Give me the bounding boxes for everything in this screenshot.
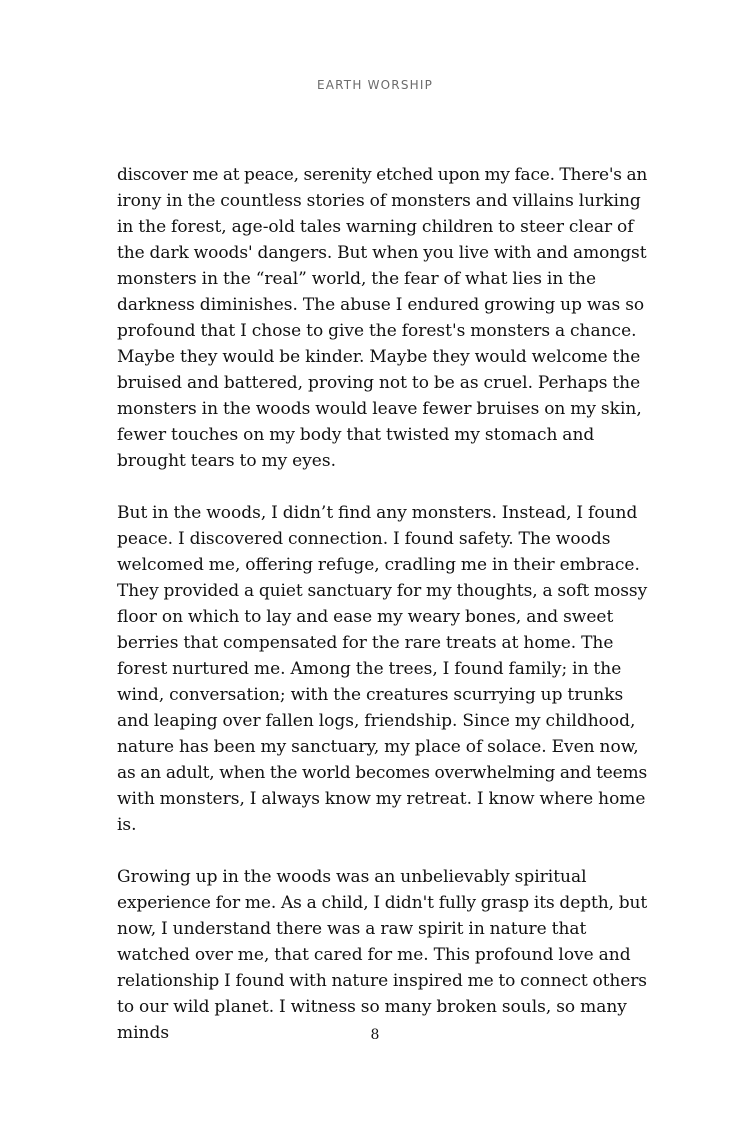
text-line: is. [117, 815, 137, 835]
running-head: EARTH WORSHIP [316, 78, 434, 92]
text-line: relationship I found with nature inspired me to connect others [117, 971, 647, 991]
text-line: peace. I discovered connection. I found safety. The woods [117, 529, 611, 549]
paragraph [117, 500, 647, 838]
text-line: discover me at peace, serenity etched upon my face. There's an [117, 165, 648, 185]
text-line: floor on which to lay and ease my weary bones, and sweet [117, 607, 614, 627]
paragraph [117, 162, 647, 474]
text-line: the dark woods' dangers. But when you live with and amongst [117, 243, 647, 263]
text-line: profound that I chose to give the forest's monsters a chance. [117, 321, 637, 341]
text-line: irony in the countless stories of monsters and villains lurking [117, 191, 641, 211]
text-line: with monsters, I always know my retreat. I know where home [117, 789, 646, 809]
text-line: forest nurtured me. Among the trees, I found family; in the [117, 659, 622, 679]
text-line: now, I understand there was a raw spirit in nature that [117, 919, 587, 939]
page-number: 8 [370, 1027, 380, 1043]
text-line: experience for me. As a child, I didn't fully grasp its depth, but [117, 893, 648, 913]
text-line: brought tears to my eyes. [117, 451, 336, 471]
text-line: They provided a quiet sanctuary for my thoughts, a soft mossy [117, 581, 648, 601]
text-line: Maybe they would be kinder. Maybe they would welcome the [117, 347, 641, 367]
text-line: nature has been my sanctuary, my place of solace. Even now, [117, 737, 639, 757]
text-line: monsters in the “real” world, the fear of what lies in the [117, 269, 597, 289]
text-line: in the forest, age-old tales warning children to steer clear of [117, 217, 634, 237]
text-line: darkness diminishes. The abuse I endured growing up was so [117, 295, 645, 315]
text-line: welcomed me, offering refuge, cradling me in their embrace. [117, 555, 640, 575]
body-text [117, 162, 647, 1046]
text-line: and leaping over fallen logs, friendship. Since my childhood, [117, 711, 636, 731]
text-line: monsters in the woods would leave fewer bruises on my skin, [117, 399, 642, 419]
text-line: to our wild planet. I witness so many broken souls, so many [117, 997, 627, 1017]
text-line: watched over me, that cared for me. This profound love and [117, 945, 631, 965]
text-line: as an adult, when the world becomes overwhelming and teems [117, 763, 648, 783]
text-line: berries that compensated for the rare treats at home. The [117, 633, 614, 653]
text-line: bruised and battered, proving not to be as cruel. Perhaps the [117, 373, 641, 393]
text-line: But in the woods, I didn’t find any monsters. Instead, I found [117, 503, 638, 523]
paragraph [117, 864, 647, 1046]
text-line: Growing up in the woods was an unbelievably spiritual [117, 867, 587, 887]
text-line: fewer touches on my body that twisted my stomach and [117, 425, 595, 445]
text-line: wind, conversation; with the creatures scurrying up trunks [117, 685, 624, 705]
text-line: minds [117, 1023, 170, 1043]
